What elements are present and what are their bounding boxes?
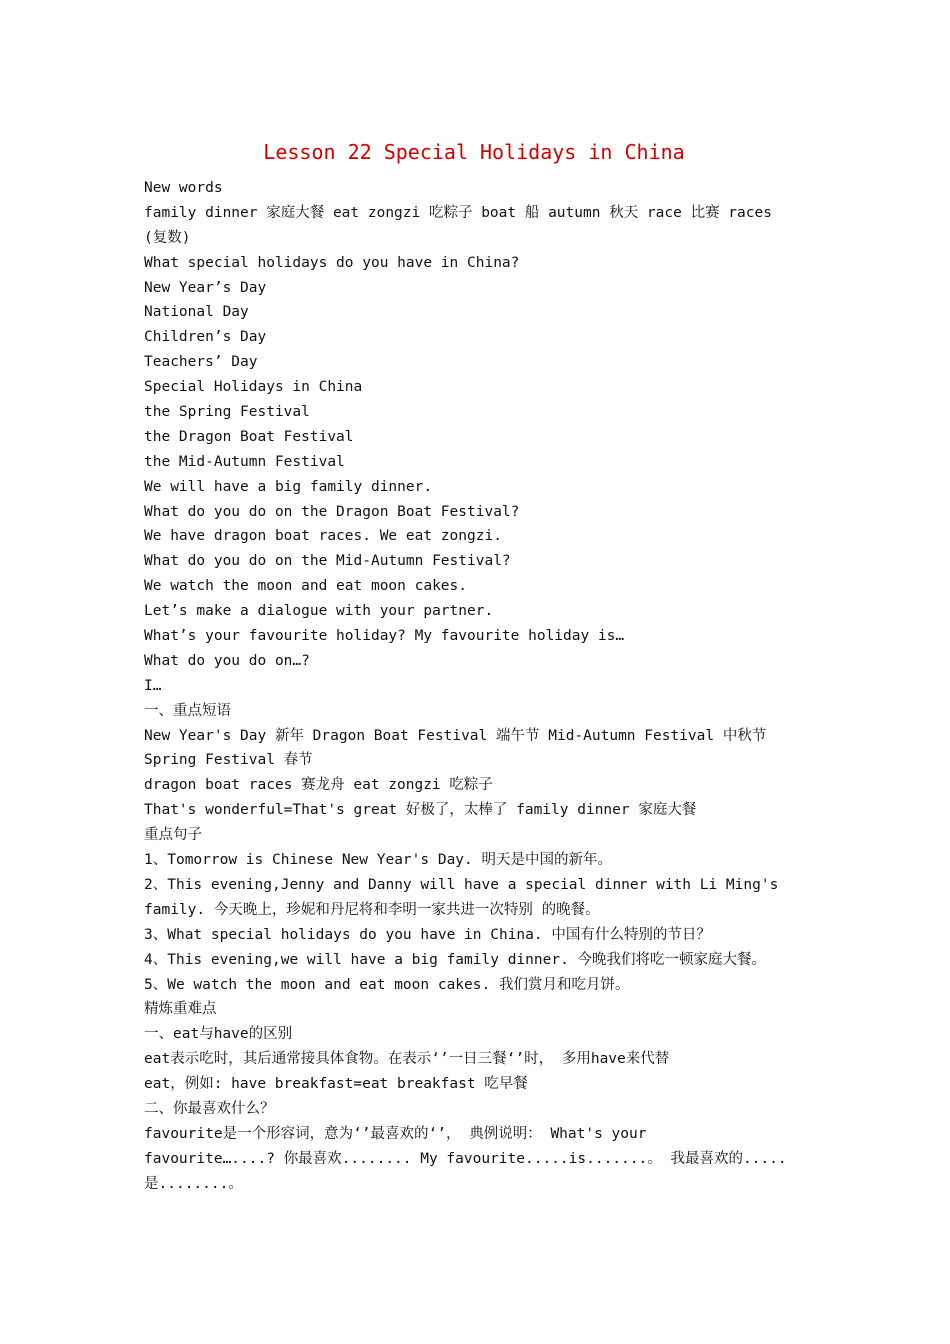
text-line: We watch the moon and eat moon cakes.	[144, 578, 468, 595]
text-line: Let’s make a dialogue with your partner.	[144, 603, 494, 620]
text-line: family. 今天晚上，珍妮和丹尼将和李明一家共进一次特别 的晚餐。	[144, 901, 600, 918]
text-line: We will have a big family dinner.	[144, 478, 433, 495]
text-line: eat，例如: have breakfast=eat breakfast 吃早餐	[144, 1076, 528, 1093]
text-line: New Year's Day 新年 Dragon Boat Festival 端午节 Mid-Autumn Festival 中秋节	[144, 727, 767, 744]
text-line: We have dragon boat races. We eat zongzi.	[144, 528, 502, 545]
section-heading: 重点句子	[144, 827, 202, 844]
text-line: Teachers’ Day	[144, 354, 258, 371]
text-line: family dinner 家庭大餐 eat zongzi 吃粽子 boat 船 autumn 秋天 race 比赛 races	[144, 204, 772, 221]
text-line: New words	[144, 180, 223, 196]
text-line: What do you do on…?	[144, 652, 310, 669]
text-line: New Year’s Day	[144, 279, 267, 296]
document-body	[144, 176, 814, 1197]
text-line: What special holidays do you have in China?	[144, 254, 520, 271]
text-line: What do you do on the Mid-Autumn Festival?	[144, 553, 511, 570]
section-heading: 一、eat与have的区别	[144, 1026, 293, 1043]
text-line: National Day	[144, 304, 249, 321]
section-heading: 一、重点短语	[144, 702, 231, 719]
text-line: dragon boat races 赛龙舟 eat zongzi 吃粽子	[144, 777, 493, 794]
document-title: Lesson 22 Special Holidays in China	[263, 140, 685, 164]
text-line: Special Holidays in China	[144, 379, 363, 396]
text-line: the Spring Festival	[144, 404, 310, 421]
text-line: I…	[144, 677, 162, 694]
text-line: the Mid-Autumn Festival	[144, 453, 345, 470]
text-line: What do you do on the Dragon Boat Festival?	[144, 503, 520, 520]
text-line: Children’s Day	[144, 329, 267, 346]
text-line: That's wonderful=That's great 好极了，太棒了 family dinner 家庭大餐	[144, 802, 697, 819]
text-line: 3、What special holidays do you have in China. 中国有什么特别的节日？	[144, 926, 711, 943]
section-heading: 二、你最喜欢什么？	[144, 1100, 275, 1117]
text-line: What’s your favourite holiday? My favourite holiday is…	[144, 628, 625, 645]
text-line: 2、This evening,Jenny and Danny will have a special dinner with Li Ming's	[144, 876, 779, 893]
text-line: 1、Tomorrow is Chinese New Year's Day. 明天是中国的新年。	[144, 852, 612, 869]
text-line: eat表示吃时，其后通常接具体食物。在表示‘’一日三餐‘’时， 多用have来代替	[144, 1051, 670, 1068]
text-line: favourite…....? 你最喜欢........ My favourite.....is.......。 我最喜欢的.....	[144, 1150, 787, 1167]
text-line: 5、We watch the moon and eat moon cakes. 我们赏月和吃月饼。	[144, 976, 630, 993]
text-line: 是........。	[144, 1175, 243, 1192]
section-heading: 精炼重难点	[144, 1001, 217, 1018]
text-line: (复数)	[144, 229, 191, 246]
text-line: the Dragon Boat Festival	[144, 428, 354, 445]
text-line: favourite是一个形容词，意为‘’最喜欢的‘’， 典例说明： What's your	[144, 1125, 647, 1142]
text-line: Spring Festival 春节	[144, 752, 313, 769]
text-line: 4、This evening,we will have a big family dinner. 今晚我们将吃一顿家庭大餐。	[144, 951, 767, 968]
